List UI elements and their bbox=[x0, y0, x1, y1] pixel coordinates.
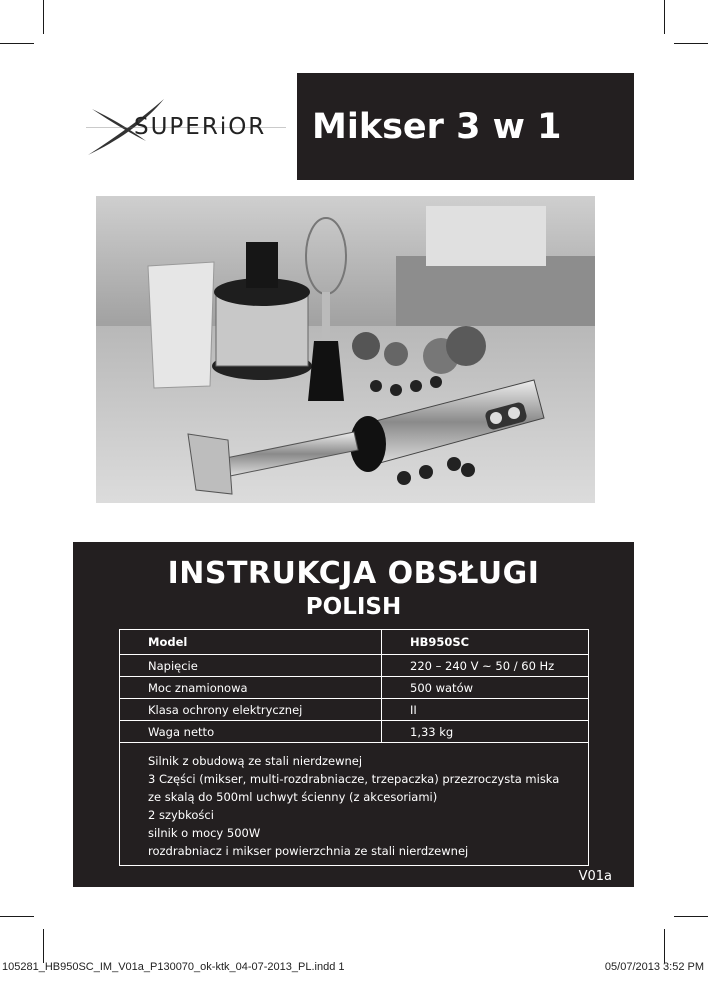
description-line: silnik o mocy 500W bbox=[148, 826, 261, 840]
page-title: Mikser 3 w 1 bbox=[312, 106, 562, 147]
crop-mark bbox=[674, 43, 708, 44]
table-row bbox=[120, 743, 589, 866]
manual-info-box bbox=[73, 542, 634, 887]
brand-wordmark: SUPERiOR bbox=[134, 114, 267, 140]
product-description bbox=[120, 743, 589, 866]
spec-value: 1,33 kg bbox=[382, 721, 589, 743]
crop-mark bbox=[674, 916, 708, 917]
table-row bbox=[120, 655, 589, 677]
description-line: 2 szybkości bbox=[148, 808, 214, 822]
table-row bbox=[120, 699, 589, 721]
table-row bbox=[120, 630, 589, 655]
spec-label: Moc znamionowa bbox=[120, 677, 382, 699]
crop-mark bbox=[664, 929, 665, 963]
file-info: 105281_HB950SC_IM_V01a_P130070_ok-ktk_04-07-2013_PL.indd 1 bbox=[2, 961, 345, 973]
spec-label: Klasa ochrony elektrycznej bbox=[120, 699, 382, 721]
table-row bbox=[120, 721, 589, 743]
spec-label: Waga netto bbox=[120, 721, 382, 743]
spec-value: 500 watów bbox=[382, 677, 589, 699]
spec-value: II bbox=[382, 699, 589, 721]
product-photo bbox=[96, 196, 595, 503]
crop-mark bbox=[664, 0, 665, 34]
manual-language: POLISH bbox=[305, 594, 402, 620]
crop-mark bbox=[0, 43, 34, 44]
description-line: Silnik z obudową ze stali nierdzewnej bbox=[148, 754, 363, 768]
spec-value: HB950SC bbox=[382, 630, 589, 655]
blender-set-image bbox=[96, 196, 595, 503]
description-line: rozdrabniacz i mikser powierzchnia ze stali nierdzewnej bbox=[148, 844, 469, 858]
spec-label: Model bbox=[120, 630, 382, 655]
description-line: 3 Części (mikser, multi-rozdrabniacze, trzepaczka) przezroczysta miska bbox=[148, 772, 560, 786]
crop-mark bbox=[0, 916, 34, 917]
crop-mark bbox=[43, 0, 44, 34]
version-label: V01a bbox=[578, 869, 612, 884]
title-banner bbox=[297, 73, 634, 180]
table-row bbox=[120, 677, 589, 699]
manual-heading: INSTRUKCJA OBSŁUGI bbox=[167, 556, 540, 591]
print-date: 05/07/2013 3:52 PM bbox=[604, 961, 704, 973]
spec-table bbox=[119, 629, 589, 866]
spec-label: Napięcie bbox=[120, 655, 382, 677]
brand-logo bbox=[86, 97, 286, 159]
spec-value: 220 – 240 V ~ 50 / 60 Hz bbox=[382, 655, 589, 677]
crop-mark bbox=[43, 929, 44, 963]
description-line: ze skalą do 500ml uchwyt ścienny (z akcesoriami) bbox=[148, 790, 438, 804]
print-slug bbox=[0, 961, 708, 977]
